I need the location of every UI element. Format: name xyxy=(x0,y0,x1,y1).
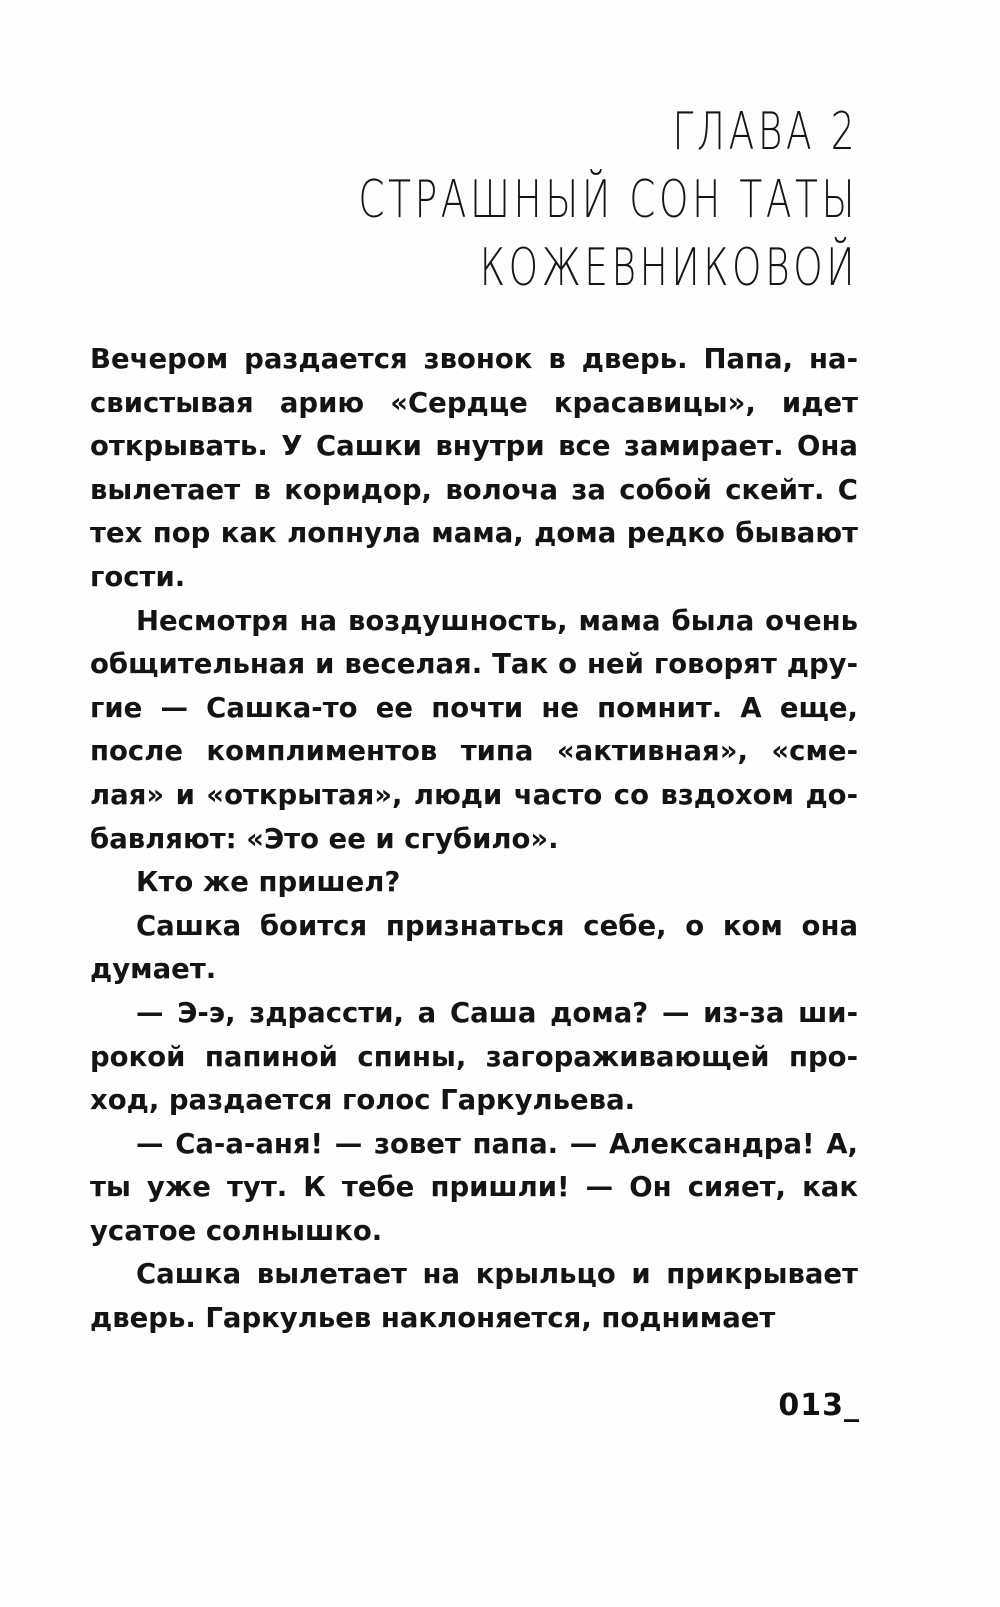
chapter-heading xyxy=(358,98,858,302)
paragraph: Кто же пришел? xyxy=(136,866,401,899)
chapter-title-line-1: СТРАШНЫЙ СОН ТАТЫ xyxy=(358,170,858,230)
chapter-number: ГЛАВА 2 xyxy=(672,102,858,162)
paragraph: Вечером раздается звонок в дверь. Папа, насвистывая арию «Сердце красавицы», идет открывать. У Сашки внутри все замирает. Она вылетает в коридор, волоча за собой скейт. С тех пор как лопнула мама, дома редко бывают гости. xyxy=(90,343,858,593)
paragraph: — Са-а-аня! — зовет папа. — Александра! А, ты уже тут. К тебе пришли! — Он сияет, как усатое солнышко. xyxy=(90,1127,858,1247)
body-text xyxy=(90,338,858,1341)
paragraph: Несмотря на воздушность, мама была очень общительная и веселая. Так о ней говорят другие — Сашка-то ее почти не помнит. А еще, после комплиментов типа «активная», «смелая» и «открытая», люди часто со вздохом добавляют: «Это ее и сгубило». xyxy=(90,604,858,855)
chapter-title-line-2: КОЖЕВНИКОВОЙ xyxy=(479,238,858,298)
paragraph: — Э-э, здрассти, а Саша дома? — из-за широкой папиной спины, загораживающей проход, раздается голос Гаркульева. xyxy=(90,996,858,1117)
paragraph: Сашка боится признаться себе, о ком она думает. xyxy=(90,909,858,986)
paragraph: Сашка вылетает на крыльцо и прикрывает дверь. Гаркульев наклоняется, поднимает xyxy=(90,1258,858,1335)
page-number: 013_ xyxy=(778,1388,860,1423)
